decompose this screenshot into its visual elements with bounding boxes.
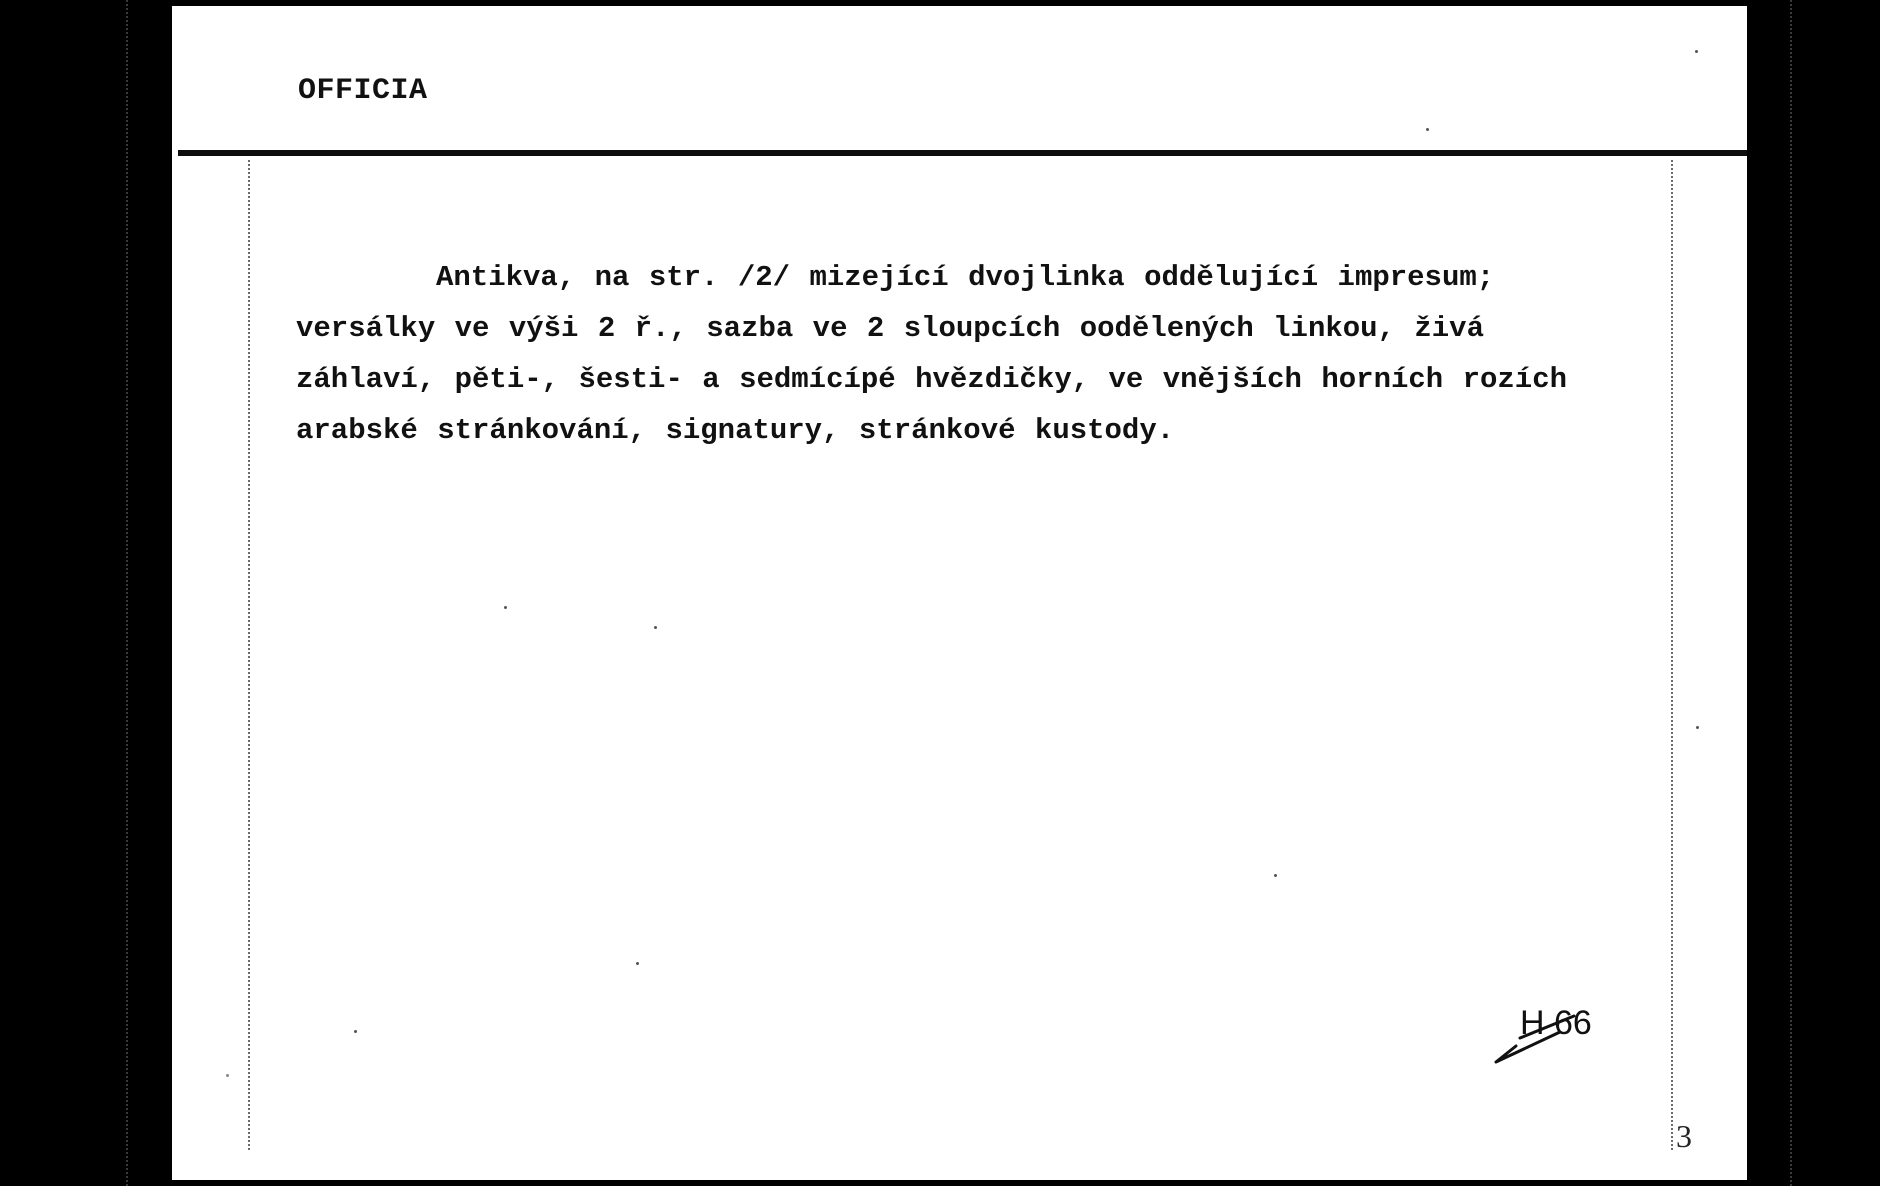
scan-speck [1274,874,1277,877]
scan-edge-left [126,0,130,1186]
left-margin-line [248,160,250,1150]
scan-speck [636,962,639,965]
scan-speck [1426,128,1429,131]
card-number: 3 [1676,1118,1692,1154]
card-heading: OFFICIA [298,74,428,108]
catalog-card [172,6,1747,1180]
signature-mark: H 66 [1520,1004,1592,1042]
scan-speck [504,606,507,609]
card-description: Antikva, na str. /2/ mizející dvojlinka oddělující impresum; versálky ve výši 2 ř., sazba ve 2 sloupcích oodělených linkou, živá záhlaví, pěti-, šesti- a sedmícípé hvězdičky, ve vnějších horních rozích arabské stránkování, signatury, stránkové kustody. [296,261,1568,447]
scan-speck [354,1030,357,1033]
scan-speck [1695,50,1698,53]
scan-edge-right [1790,0,1794,1186]
heading-rule [178,150,1747,156]
scan-speck [226,1074,229,1077]
scan-speck [654,626,657,629]
right-margin-line [1671,160,1673,1150]
scan-speck [1696,726,1699,729]
